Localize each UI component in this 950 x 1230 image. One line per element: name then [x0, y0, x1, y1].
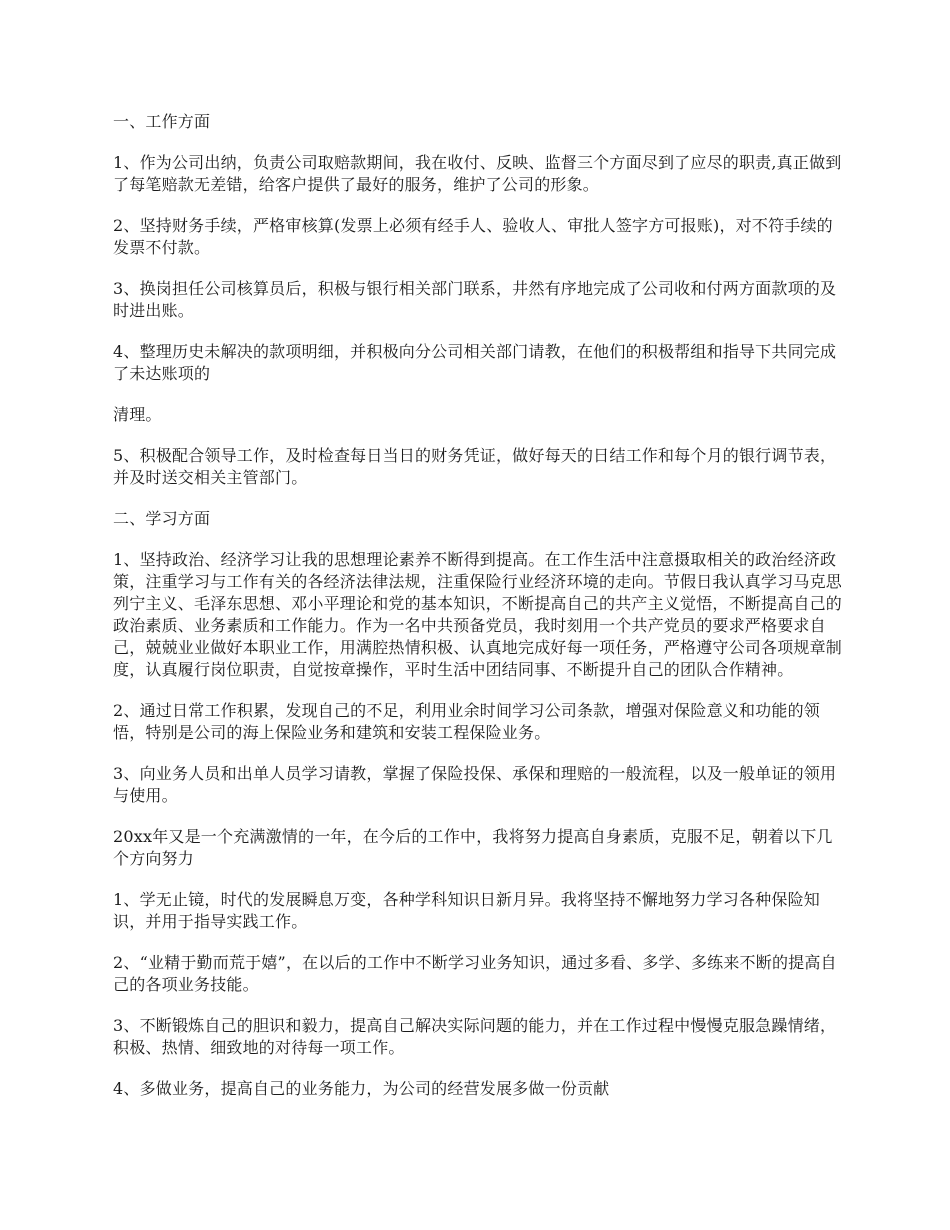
paragraph: 1、坚持政治、经济学习让我的思想理论素养不断得到提高。在工作生活中注意摄取相关的政治经济政策，注重学习与工作有关的各经济法律法规，注重保险行业经济环境的走向。节假日我认真学习马克思列宁主义、毛泽东思想、邓小平理论和党的基本知识，不断提高自己的共产主义觉悟，不断提高自己的政治素质、业务素质和工作能力。作为一名中共预备党员，我时刻用一个共产党员的要求严格要求自己，兢兢业业做好本职业工作，用满腔热情积极、认真地完成好每一项任务，严格遵守公司各项规章制度，认真履行岗位职责，自觉按章操作，平时生活中团结同事、不断提升自己的团队合作精神。 [113, 550, 843, 679]
paragraph: 3、向业务人员和出单人员学习请教，掌握了保险投保、承保和理赔的一般流程，以及一般单证的领用与使用。 [113, 764, 837, 805]
paragraph: 1、学无止镜，时代的发展瞬息万变，各种学科知识日新月异。我将坚持不懈地努力学习各种保险知识，并用于指导实践工作。 [113, 890, 820, 931]
paragraph: 2、坚持财务手续，严格审核算(发票上必须有经手人、验收人、审批人签字方可报账)，对不符手续的发票不付款。 [113, 216, 833, 257]
paragraph: 3、不断锻炼自己的胆识和毅力，提高自己解决实际问题的能力，并在工作过程中慢慢克服急躁情绪，积极、热情、细致地的对待每一项工作。 [113, 1016, 837, 1057]
paragraph: 3、换岗担任公司核算员后，积极与银行相关部门联系，井然有序地完成了公司收和付两方面款项的及时进出账。 [113, 279, 837, 320]
paragraph: 2、“业精于勤而荒于嬉”，在以后的工作中不断学习业务知识，通过多看、多学、多练来不断的提高自己的各项业务技能。 [113, 953, 837, 994]
section-heading-study: 二、学习方面 [113, 509, 211, 528]
section-heading-work: 一、工作方面 [113, 112, 211, 131]
paragraph: 4、整理历史未解决的款项明细，并积极向分公司相关部门请教，在他们的积极帮组和指导下共同完成了未达账项的 [113, 342, 837, 383]
paragraph: 1、作为公司出纳，负责公司取赔款期间，我在收付、反映、监督三个方面尽到了应尽的职责,真正做到了每笔赔款无差错，给客户提供了最好的服务，维护了公司的形象。 [113, 153, 842, 194]
paragraph: 5、积极配合领导工作，及时检查每日当日的财务凭证，做好每天的日结工作和每个月的银行调节表，并及时送交相关主管部门。 [113, 446, 837, 487]
paragraph: 4、多做业务，提高自己的业务能力，为公司的经营发展多做一份贡献 [113, 1079, 610, 1098]
paragraph: 2、通过日常工作积累，发现自己的不足，利用业余时间学习公司条款，增强对保险意义和功能的领悟，特别是公司的海上保险业务和建筑和安装工程保险业务。 [113, 701, 820, 742]
document-body [113, 111, 843, 1119]
paragraph: 清理。 [113, 405, 162, 424]
paragraph: 20xx年又是一个充满激情的一年，在今后的工作中，我将努力提高自身素质，克服不足，朝着以下几个方向努力 [113, 827, 833, 868]
